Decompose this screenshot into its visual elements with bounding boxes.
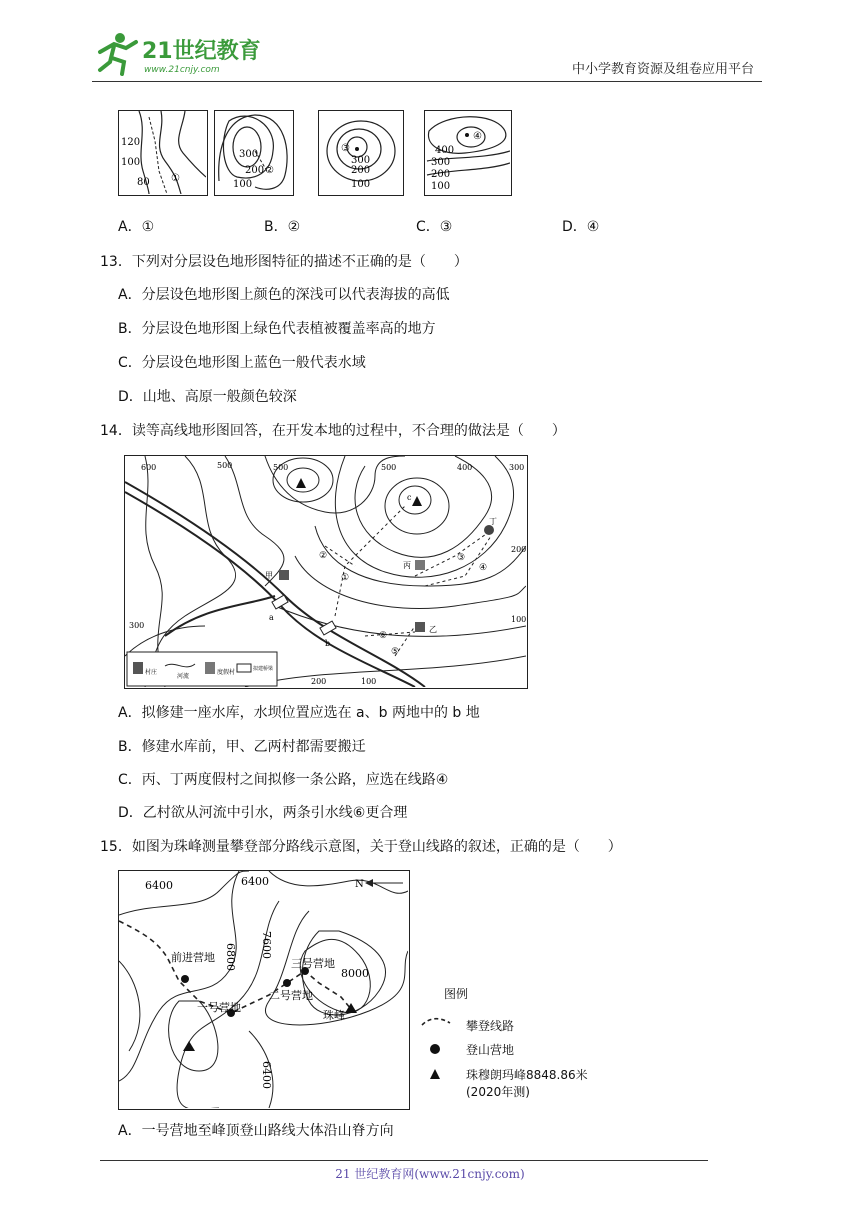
route-legend-icon	[420, 1015, 452, 1029]
svg-text:500: 500	[273, 463, 289, 472]
logo	[92, 30, 262, 78]
svg-text:④: ④	[473, 131, 482, 142]
svg-text:丙: 丙	[403, 561, 411, 570]
q13-option-b[interactable]: B．分层设色地形图上绿色代表植被覆盖率高的地方	[118, 321, 436, 337]
svg-text:c: c	[407, 493, 412, 502]
svg-text:③: ③	[341, 143, 350, 154]
svg-text:①: ①	[171, 173, 180, 184]
svg-text:500: 500	[381, 463, 397, 472]
svg-text:a: a	[269, 613, 274, 622]
svg-text:120: 120	[121, 137, 141, 148]
q14-contour-map	[124, 455, 528, 689]
q15-option-a[interactable]: A．一号营地至峰顶登山路线大体沿山脊方向	[118, 1123, 394, 1139]
svg-text:100: 100	[351, 179, 371, 190]
svg-text:b: b	[325, 639, 331, 648]
svg-text:甲: 甲	[265, 571, 273, 580]
svg-text:6800: 6800	[224, 943, 237, 971]
q13-option-a[interactable]: A．分层设色地形图上颜色的深浅可以代表海拔的高低	[118, 287, 450, 303]
svg-text:200: 200	[245, 165, 265, 176]
svg-text:乙: 乙	[429, 625, 437, 634]
legend-peak: 珠穆朗玛峰8848.86米	[466, 1068, 588, 1082]
svg-text:100: 100	[233, 179, 253, 190]
svg-text:拟建桥梁: 拟建桥梁	[253, 666, 274, 672]
legend-peak-note: (2020年测)	[466, 1085, 530, 1099]
q14-stem: 14．读等高线地形图回答，在开发本地的过程中，不合理的做法是（ ）	[100, 423, 566, 439]
q12-option-c[interactable]: C．③	[416, 219, 453, 235]
legend-camp: 登山营地	[466, 1043, 515, 1057]
svg-text:度假村: 度假村	[217, 669, 236, 676]
svg-text:丁: 丁	[489, 517, 497, 526]
svg-text:6400: 6400	[145, 879, 173, 892]
svg-text:村庄: 村庄	[145, 669, 158, 676]
svg-text:21世纪教育: 21世纪教育	[142, 39, 261, 64]
q12-figure-4	[424, 110, 512, 196]
svg-text:300: 300	[509, 463, 525, 472]
svg-text:300: 300	[129, 621, 145, 630]
platform-name: 中小学教育资源及组卷应用平台	[571, 62, 754, 77]
svg-text:7600: 7600	[260, 931, 273, 959]
svg-text:100: 100	[431, 181, 451, 192]
svg-text:300: 300	[431, 157, 451, 168]
svg-text:300: 300	[351, 155, 371, 166]
svg-text:N: N	[355, 879, 364, 890]
svg-text:200: 200	[511, 545, 526, 554]
svg-text:6400: 6400	[260, 1061, 273, 1089]
svg-text:200: 200	[311, 677, 327, 686]
svg-text:6400: 6400	[241, 875, 269, 888]
svg-text:600: 600	[141, 463, 157, 472]
svg-text:①: ①	[341, 573, 350, 583]
q14-option-c[interactable]: C．丙、丁两度假村之间拟修一条公路，应选在线路④	[118, 772, 449, 788]
svg-text:②: ②	[265, 165, 274, 176]
svg-text:100: 100	[511, 615, 526, 624]
legend-route: 攀登线路	[466, 1019, 515, 1033]
q12-figure-2	[214, 110, 294, 196]
legend-title: 图例	[444, 987, 469, 1001]
svg-text:④: ④	[479, 563, 488, 573]
q13-option-c[interactable]: C．分层设色地形图上蓝色一般代表水域	[118, 355, 366, 371]
svg-text:400: 400	[435, 145, 455, 156]
q15-stem: 15．如图为珠峰测量攀登部分路线示意图，关于登山线路的叙述，正确的是（ ）	[100, 839, 622, 855]
q14-option-b[interactable]: B．修建水库前，甲、乙两村都需要搬迁	[118, 739, 366, 755]
svg-text:二号营地: 二号营地	[269, 989, 313, 1002]
q13-stem: 13．下列对分层设色地形图特征的描述不正确的是（ ）	[100, 254, 468, 270]
svg-text:300: 300	[239, 149, 259, 160]
svg-text:三号营地: 三号营地	[291, 957, 335, 970]
runner-icon	[100, 33, 136, 74]
svg-text:③: ③	[457, 553, 466, 563]
svg-text:⑥: ⑥	[379, 631, 388, 641]
q12-figure-3	[318, 110, 404, 196]
page-footer[interactable]: 21 世纪教育网(www.21cnjy.com)	[335, 1167, 525, 1181]
peak-legend-icon	[429, 1068, 441, 1080]
svg-text:②: ②	[319, 551, 328, 561]
svg-text:200: 200	[351, 165, 371, 176]
q15-everest-map	[118, 870, 410, 1110]
q15-legend	[420, 985, 610, 1115]
svg-text:400: 400	[457, 463, 473, 472]
svg-text:河流: 河流	[177, 673, 190, 680]
svg-text:500: 500	[217, 461, 233, 470]
footer-divider	[100, 1160, 708, 1161]
camp-legend-icon	[429, 1043, 441, 1055]
q12-option-a[interactable]: A．①	[118, 219, 155, 235]
q12-option-d[interactable]: D．④	[562, 219, 600, 235]
svg-text:200: 200	[431, 169, 451, 180]
q14-option-d[interactable]: D．乙村欲从河流中引水，两条引水线⑥更合理	[118, 805, 408, 821]
svg-text:8000: 8000	[341, 967, 369, 980]
q13-option-d[interactable]: D．山地、高原一般颜色较深	[118, 389, 297, 405]
svg-text:100: 100	[121, 157, 141, 168]
svg-text:一号营地: 一号营地	[197, 1001, 241, 1014]
q12-figure-1	[118, 110, 208, 196]
svg-text:前进营地: 前进营地	[171, 951, 215, 964]
page-header	[92, 30, 762, 82]
q14-option-a[interactable]: A．拟修建一座水库，水坝位置应选在 a、b 两地中的 b 地	[118, 705, 480, 721]
svg-text:80: 80	[137, 177, 150, 188]
svg-text:100: 100	[361, 677, 377, 686]
svg-text:⑤: ⑤	[391, 647, 400, 657]
q12-option-b[interactable]: B．②	[264, 219, 301, 235]
svg-text:www.21cnjy.com: www.21cnjy.com	[144, 65, 220, 75]
svg-text:珠峰: 珠峰	[323, 1009, 345, 1022]
